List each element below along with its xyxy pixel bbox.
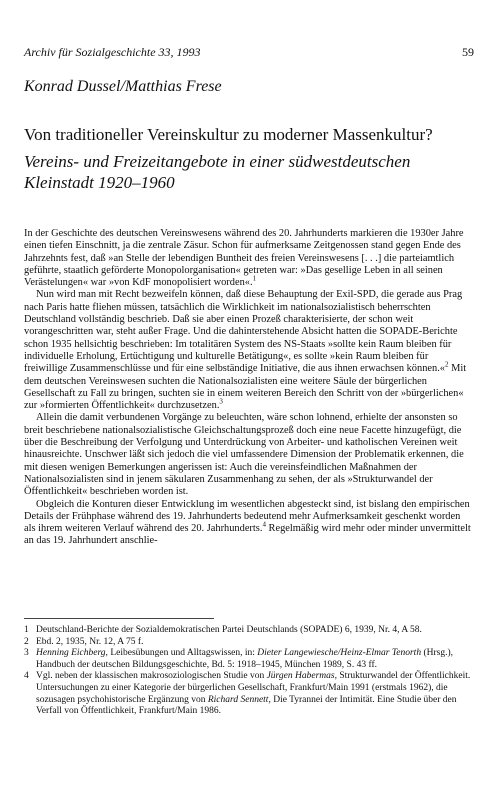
article-authors: Konrad Dussel/Matthias Frese <box>24 78 222 95</box>
article-title: Von traditioneller Vereinskultur zu moderner Massenkultur? <box>24 125 433 144</box>
footnote <box>24 648 474 671</box>
paragraph: In der Geschichte des deutschen Vereinswesens während des 20. Jahrhunderts markieren die 1930er Jahre einen tiefen Einschnitt, ja die zentrale Zäsur. Schon für aufmerksame Zeitgenossen stand gegen Ende des Jahrzehnts fest, daß »an Stelle der lebendigen Buntheit des freien Vereinswesens [. . .] die parteiamtlich geführte, staatlich geförderte Monopolorganisation« getreten war: »Das gesellige Leben in all seinen Verästelungen« war »von KdF monopolisiert worden«.$^1$ <box>24 228 464 289</box>
footnote-ref[interactable]: 4 <box>262 520 266 529</box>
footnote <box>24 625 474 637</box>
footnotes <box>24 625 474 718</box>
footnote <box>24 671 474 717</box>
footnote-text: Deutschland-Berichte der Sozialdemokratischen Partei Deutschlands (SOPADE) 6, 1939, Nr. 4, A 58. <box>36 625 422 635</box>
paragraph: Obgleich die Konturen dieser Entwicklung im wesentlichen abgesteckt sind, ist bislang den empirischen Details der Frühphase während des 19. Jahrhunderts bedeutend mehr Aufmerksamkeit geschenkt worden als ihrem weiteren Verlauf während des 20. Jahrhunderts.$^4$ Regelmäßig wird mehr oder minder unvermittelt an das 19. Jahrhundert anschlie- <box>24 498 471 547</box>
article-subtitle: Vereins- und Freizeitangebote in einer südwestdeutschen Kleinstadt 1920–1960 <box>24 152 411 192</box>
footnote-divider <box>24 618 214 619</box>
footnote <box>24 637 474 649</box>
footnote-ref[interactable]: 1 <box>252 274 257 283</box>
footnote-text: Henning Eichberg, Leibesübungen und Alltagswissen, in: Dieter Langewiesche/Heinz-Elmar Tenorth (Hrsg.), Handbuch der deutschen Bildungsgeschichte, Bd. 5: 1918–1945, München 1989, S. 43 ff. <box>36 648 454 670</box>
footnote-text: Ebd. 2, 1935, Nr. 12, A 75 f. <box>36 636 144 647</box>
footnote-ref[interactable]: 3 <box>219 397 223 406</box>
footnote-number: 3 <box>24 648 29 659</box>
page-number: 59 <box>462 45 474 59</box>
footnote-number: 2 <box>24 636 29 647</box>
running-header <box>24 45 474 60</box>
footnote-number: 1 <box>24 625 29 635</box>
paragraph: Allein die damit verbundenen Vorgänge zu beleuchten, wäre schon lohnend, erhielte der ansonsten so breit beschriebene nationalsozialistische Gleichschaltungsprozeß doch eine neue Facette hinzugefügt, die über die Beschreibung der Verfolgung und Unterdrückung von Arbeiter- und katholischen Vereinen weit hinausreichte. Unschwer läßt sich jedoch die viel umfassendere Dimension der Problematik erkennen, die mit diesen wenigen Bemerkungen angerissen ist: Auch die vereinsfeindlichen Maßnahmen der Nationalsozialisten sind in jenem säkularen Zusammenhang zu sehen, der als »Strukturwandel der Öffentlichkeit« beschrieben worden ist. <box>24 412 464 498</box>
footnote-text: Vgl. neben der klassischen makrosoziologischen Studie von Jürgen Habermas, Strukturwandel der Öffentlichkeit. Untersuchungen zu einer Kategorie der bürgerlichen Gesellschaft, Frankfurt/Main 1991 (erstmals 1962), die sozusagen psychohistorische Ergänzung von Richard Sennett, Die Tyrannei der Intimität. Eine Studie über den Verfall von Öffentlichkeit, Frankfurt/Main 1986. <box>36 671 471 717</box>
paragraph: Nun wird man mit Recht bezweifeln können, daß diese Behauptung der Exil-SPD, die gerade aus Prag nach Paris hatte fliehen müssen, tatsächlich die Wirklichkeit im nationalsozialistisch beherrschten Deutschland vollständig beschrieb. Daß sie aber einen Prozeß charakterisierte, der schon weit vorangeschritten war, steht außer Frage. Und die dahinterstehende Absicht hatten die SOPADE-Berichte schon 1935 hellsichtig beschrieben: Im totalitären System des NS-Staats »sollte kein Raum bleiben für individuelle Erholung, Ertüchtigung und kulturelle Betätigung«, es sollte »kein Raum bleiben für freiwillige Zusammenschlüsse und für eine selbständige Initiative, die aus ihnen erwachsen können.«$^2$ Mit dem deutschen Vereinswesen suchten die Nationalsozialisten eine weitere Säule der bürgerlichen Gesellschaft zu Fall zu bringen, suchten sie in einem weiteren Bereich den Schritt von der »bürgerlichen« zur »formierten Öffentlichkeit« durchzusetzen.$^3$ <box>24 289 467 412</box>
footnote-number: 4 <box>24 671 29 682</box>
journal-citation: Archiv für Sozialgeschichte 33, 1993 <box>24 45 201 59</box>
footnote-ref[interactable]: 2 <box>445 360 449 369</box>
article-body <box>24 228 474 548</box>
